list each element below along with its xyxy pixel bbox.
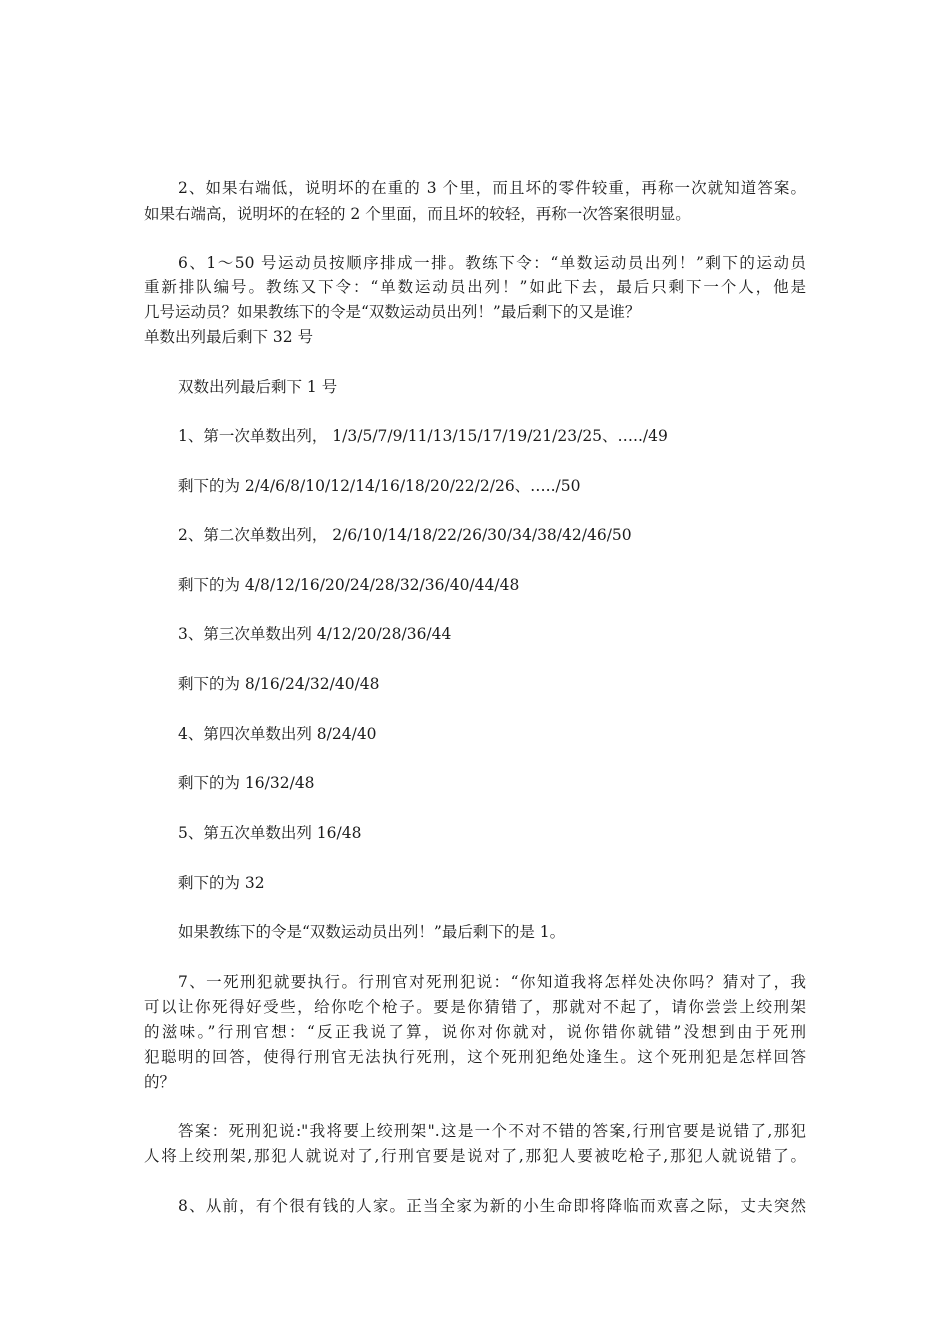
solution-line-9: 5、第五次单数出列 16/48 [178, 824, 362, 842]
paragraph-2-line-1: 2、如果右端低，说明坏的在重的 3 个里，而且坏的零件较重，再称一次就知道答案。 [178, 179, 806, 197]
paragraph-6-line-1: 6、1～50 号运动员按顺序排成一排。教练下令：“单数运动员出列！”剩下的运动员 [178, 254, 806, 272]
paragraph-7-line-3: 的滋味。”行刑官想：“反正我说了算，说你对你就对，说你错你就错”没想到由于死刑 [144, 1023, 806, 1041]
answer-7-line-2: 人将上绞刑架,那犯人就说对了,行刑官要是说对了,那犯人要被吃枪子,那犯人就说错了。 [144, 1147, 806, 1165]
paragraph-6-line-4: 单数出列最后剩下 32 号 [144, 328, 314, 346]
paragraph-7-line-5: 的？ [144, 1073, 176, 1091]
paragraph-7-line-4: 犯聪明的回答，使得行刑官无法执行死刑，这个死刑犯绝处逢生。这个死刑犯是怎样回答 [144, 1048, 806, 1066]
solution-line-2: 剩下的为 2/4/6/8/10/12/14/16/18/20/22/2/26、…../50 [178, 477, 581, 495]
paragraph-8-line-1: 8、从前，有个很有钱的人家。正当全家为新的小生命即将降临而欢喜之际，丈夫突然 [178, 1197, 806, 1215]
paragraph-6-line-3: 几号运动员？如果教练下的令是“双数运动员出列！”最后剩下的又是谁？ [144, 303, 641, 321]
solution-line-7: 4、第四次单数出列 8/24/40 [178, 725, 377, 743]
solution-line-4: 剩下的为 4/8/12/16/20/24/28/32/36/40/44/48 [178, 576, 520, 594]
solution-line-11: 如果教练下的令是“双数运动员出列！”最后剩下的是 1。 [178, 923, 566, 941]
solution-line-6: 剩下的为 8/16/24/32/40/48 [178, 675, 380, 693]
paragraph-6-line-2: 重新排队编号。教练又下令：“单数运动员出列！”如此下去，最后只剩下一个人，他是 [144, 278, 806, 296]
solution-line-3: 2、第二次单数出列， 2/6/10/14/18/22/26/30/34/38/42/46/50 [178, 526, 632, 544]
solution-line-0: 双数出列最后剩下 1 号 [178, 378, 338, 396]
paragraph-7-line-1: 7、一死刑犯就要执行。行刑官对死刑犯说：“你知道我将怎样处决你吗？猜对了，我 [178, 973, 806, 991]
paragraph-7-line-2: 可以让你死得好受些，给你吃个枪子。要是你猜错了，那就对不起了，请你尝尝上绞刑架 [144, 998, 806, 1016]
solution-line-8: 剩下的为 16/32/48 [178, 774, 315, 792]
solution-line-5: 3、第三次单数出列 4/12/20/28/36/44 [178, 625, 452, 643]
solution-line-10: 剩下的为 32 [178, 874, 265, 892]
paragraph-2-line-2: 如果右端高，说明坏的在轻的 2 个里面，而且坏的较轻，再称一次答案很明显。 [144, 205, 691, 223]
answer-7-line-1: 答案：死刑犯说:"我将要上绞刑架".这是一个不对不错的答案,行刑官要是说错了,那犯 [178, 1122, 806, 1140]
solution-line-1: 1、第一次单数出列， 1/3/5/7/9/11/13/15/17/19/21/23/25、…../49 [178, 427, 668, 445]
